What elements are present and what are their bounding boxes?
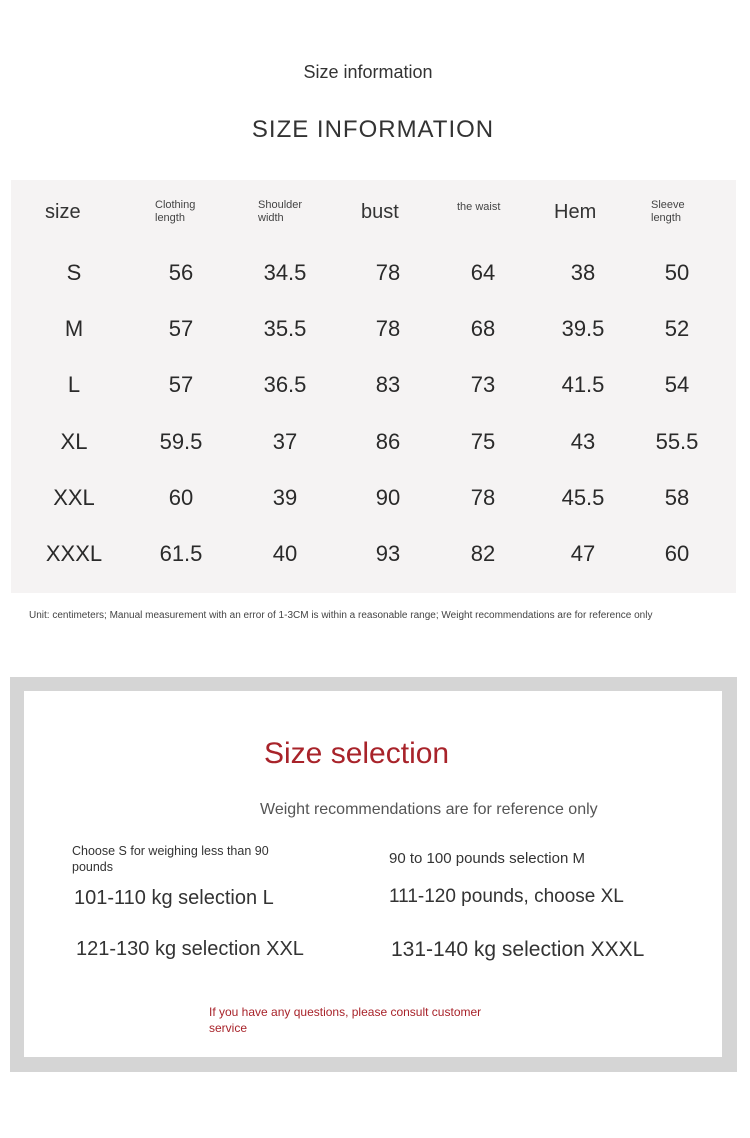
cell-clothing-length: 57: [168, 316, 194, 341]
header-sleeve-length: Sleeve length: [651, 199, 685, 224]
cell-sleeve-length: 52: [664, 316, 690, 341]
recommendation-xl: 111-120 pounds, choose XL: [389, 886, 624, 907]
cell-waist: 82: [470, 541, 496, 566]
size-selection-title: Size selection: [264, 737, 450, 770]
size-selection-panel: [10, 677, 737, 1072]
cell-shoulder-width: 34.5: [263, 260, 307, 285]
cell-bust: 93: [375, 541, 401, 566]
cell-shoulder-width: 35.5: [263, 316, 307, 341]
header-shoulder-width: Shoulder width: [258, 199, 303, 224]
cell-sleeve-length: 54: [664, 372, 690, 397]
cell-clothing-length: 61.5: [159, 541, 203, 566]
cell-bust: 83: [375, 372, 401, 397]
cell-hem: 43: [570, 429, 596, 454]
cell-clothing-length: 59.5: [159, 429, 203, 454]
cell-shoulder-width: 40: [272, 541, 298, 566]
recommendation-m: 90 to 100 pounds selection M: [389, 850, 585, 867]
header-hem: Hem: [554, 200, 597, 223]
size-info-subtitle: Size information: [303, 62, 433, 82]
cell-sleeve-length: 60: [664, 541, 690, 566]
cell-hem: 38: [570, 260, 596, 285]
cell-waist: 73: [470, 372, 496, 397]
cell-size: M: [64, 316, 84, 341]
cell-clothing-length: 60: [168, 485, 194, 510]
cell-hem: 39.5: [561, 316, 605, 341]
size-selection-subtitle: Weight recommendations are for reference only: [260, 801, 598, 818]
size-selection-card: [24, 691, 722, 1057]
size-table: [11, 180, 736, 593]
recommendation-xxl: 121-130 kg selection XXL: [76, 938, 304, 960]
cell-bust: 78: [375, 316, 401, 341]
recommendation-l: 101-110 kg selection L: [74, 887, 274, 909]
header-waist: the waist: [457, 201, 501, 213]
measurement-note: Unit: centimeters; Manual measurement with an error of 1-3CM is within a reasonable range; Weight recommendations are for reference only: [29, 610, 653, 621]
cell-shoulder-width: 37: [272, 429, 298, 454]
cell-clothing-length: 56: [168, 260, 194, 285]
cell-bust: 86: [375, 429, 401, 454]
cell-bust: 90: [375, 485, 401, 510]
header-clothing-length: Clothing length: [155, 199, 196, 224]
contact-note: If you have any questions, please consult customer service: [209, 1005, 482, 1035]
cell-size: XL: [60, 429, 88, 454]
cell-shoulder-width: 39: [272, 485, 298, 510]
cell-size: S: [66, 260, 82, 285]
cell-waist: 78: [470, 485, 496, 510]
header-bust: bust: [361, 200, 399, 223]
cell-bust: 78: [375, 260, 401, 285]
header-size: size: [45, 200, 81, 223]
cell-waist: 68: [470, 316, 496, 341]
cell-sleeve-length: 58: [664, 485, 690, 510]
cell-shoulder-width: 36.5: [263, 372, 307, 397]
cell-sleeve-length: 55.5: [655, 429, 699, 454]
cell-clothing-length: 57: [168, 372, 194, 397]
cell-hem: 45.5: [561, 485, 605, 510]
cell-hem: 41.5: [561, 372, 605, 397]
cell-waist: 64: [470, 260, 496, 285]
recommendation-xxxl: 131-140 kg selection XXXL: [391, 938, 645, 961]
cell-sleeve-length: 50: [664, 260, 690, 285]
cell-size: XXXL: [45, 541, 103, 566]
recommendation-s: Choose S for weighing less than 90 pounds: [72, 844, 269, 874]
cell-waist: 75: [470, 429, 496, 454]
cell-size: L: [67, 372, 81, 397]
cell-size: XXL: [53, 485, 95, 510]
cell-hem: 47: [570, 541, 596, 566]
size-info-title: SIZE INFORMATION: [251, 116, 495, 143]
